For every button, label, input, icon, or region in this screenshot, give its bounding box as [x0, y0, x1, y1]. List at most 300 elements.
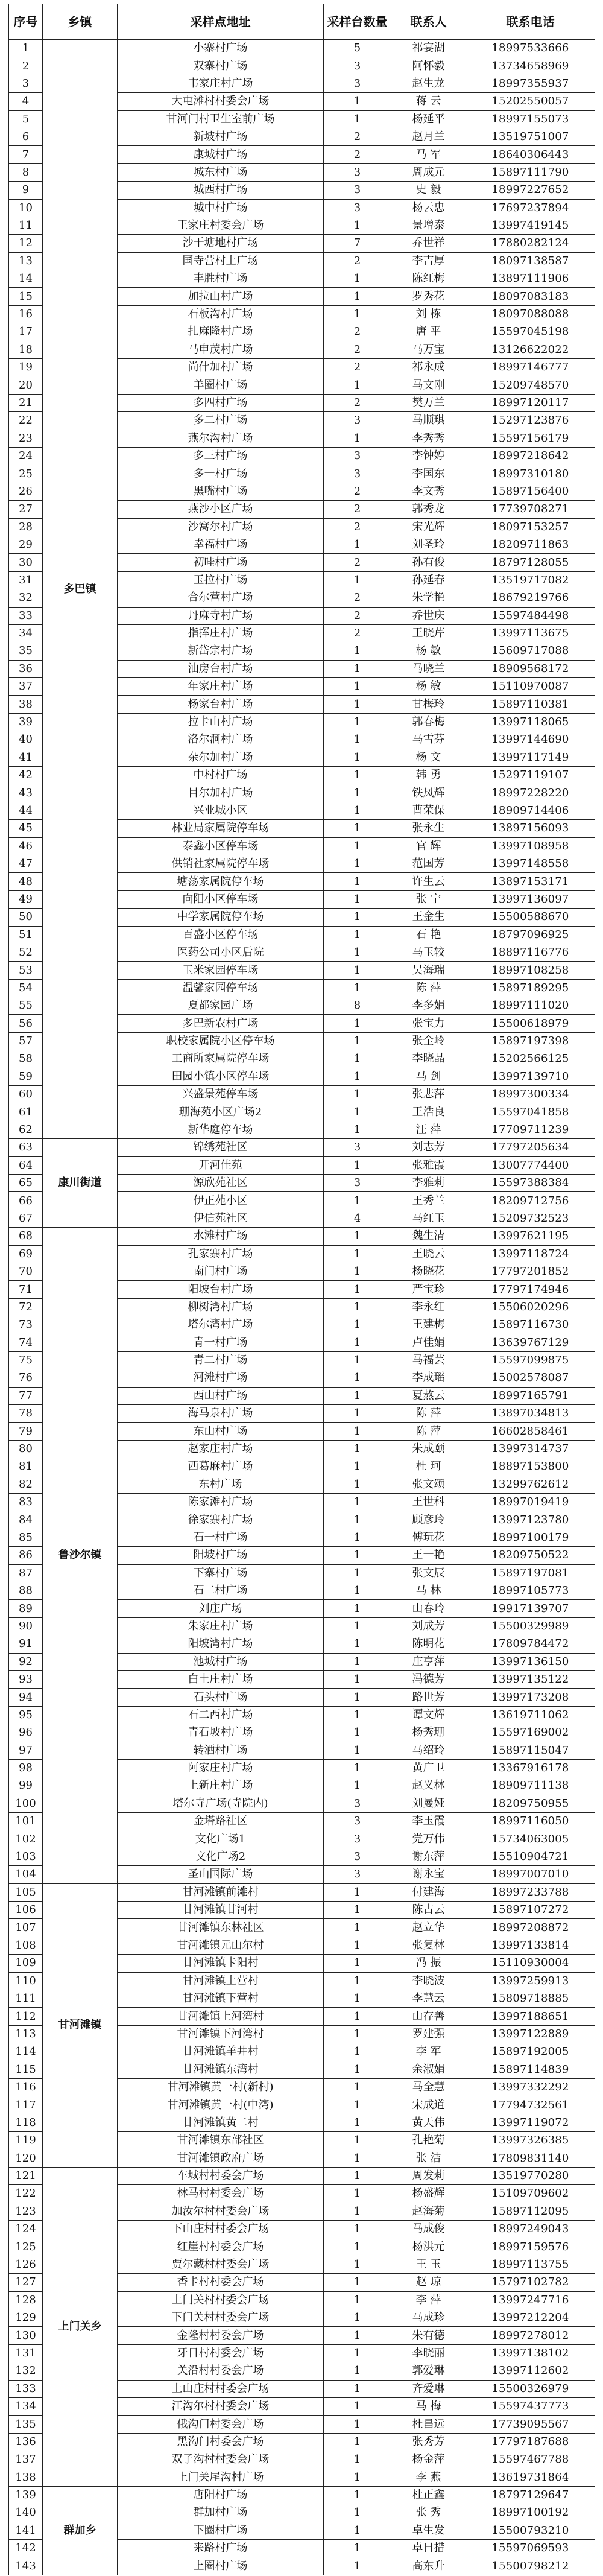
contact-phone: 17739708271 [466, 501, 595, 518]
contact-phone: 13519770280 [466, 2167, 595, 2184]
station-count: 1 [324, 1759, 391, 1777]
table-body [9, 40, 595, 2575]
site-address: 兴业城小区 [118, 802, 324, 819]
row-number: 40 [9, 731, 43, 749]
row-number: 2 [9, 57, 43, 75]
contact-phone: 13997148558 [466, 855, 595, 872]
contact-phone: 18997146777 [466, 359, 595, 376]
contact-phone: 18997278012 [466, 2327, 595, 2344]
station-count: 1 [324, 1902, 391, 1919]
contact-phone: 17794732561 [466, 2096, 595, 2114]
contact-phone: 13619731864 [466, 2469, 595, 2486]
town-name: 群加乡 [43, 2486, 118, 2575]
contact-person: 陈红梅 [391, 270, 466, 288]
contact-phone: 15597045198 [466, 323, 595, 341]
station-count: 1 [324, 2380, 391, 2397]
contact-person: 张宝力 [391, 1015, 466, 1032]
station-count: 1 [324, 749, 391, 766]
contact-person: 孙延春 [391, 571, 466, 589]
row-number: 59 [9, 1068, 43, 1085]
contact-person: 樊万兰 [391, 394, 466, 411]
station-count: 3 [324, 1139, 391, 1156]
row-number: 109 [9, 1955, 43, 1972]
contact-phone: 15897114839 [466, 2061, 595, 2078]
row-number: 14 [9, 270, 43, 288]
contact-person: 傅玩花 [391, 1529, 466, 1546]
row-number: 61 [9, 1103, 43, 1121]
row-number: 110 [9, 1972, 43, 1990]
contact-person: 史 毅 [391, 182, 466, 199]
site-address: 江沟尔村村委会广场 [118, 2397, 324, 2415]
contact-person: 郭爱琳 [391, 2362, 466, 2380]
site-address: 陈家滩村广场 [118, 1494, 324, 1511]
site-address: 目尔加村广场 [118, 784, 324, 802]
station-count: 1 [324, 1937, 391, 1954]
row-number: 31 [9, 571, 43, 589]
station-count: 1 [324, 696, 391, 713]
row-number: 73 [9, 1316, 43, 1334]
row-number: 133 [9, 2380, 43, 2397]
contact-person: 马成珍 [391, 2309, 466, 2327]
contact-person: 铁凤辉 [391, 784, 466, 802]
site-address: 甘河滩镇下营村 [118, 1990, 324, 2007]
contact-phone: 13897034813 [466, 1405, 595, 1423]
station-count: 1 [324, 536, 391, 553]
contact-phone: 17797174946 [466, 1281, 595, 1298]
station-count: 1 [324, 1564, 391, 1582]
row-number: 131 [9, 2344, 43, 2362]
contact-person: 杨秀珊 [391, 1724, 466, 1742]
station-count: 1 [324, 890, 391, 908]
contact-person: 祁永成 [391, 359, 466, 376]
site-address: 拉卡山村广场 [118, 713, 324, 731]
header-no: 序号 [9, 4, 43, 40]
site-address: 大屯滩村村委会广场 [118, 93, 324, 110]
row-number: 21 [9, 394, 43, 411]
contact-person: 李 军 [391, 2043, 466, 2061]
contact-phone: 13007774400 [466, 1156, 595, 1174]
site-address: 阳坡村广场 [118, 1547, 324, 1564]
contact-person: 张雅霞 [391, 1156, 466, 1174]
row-number: 50 [9, 909, 43, 926]
site-address: 刘庄广场 [118, 1600, 324, 1617]
contact-person: 王浩良 [391, 1103, 466, 1121]
site-address: 杂尔加村广场 [118, 749, 324, 766]
contact-phone: 18997007010 [466, 1866, 595, 1883]
station-count: 1 [324, 855, 391, 872]
contact-person: 刘圣玲 [391, 536, 466, 553]
station-count: 1 [324, 2362, 391, 2380]
table-row [9, 1139, 595, 1156]
row-number: 35 [9, 642, 43, 660]
contact-phone: 13519751007 [466, 128, 595, 145]
contact-person: 曹荣保 [391, 802, 466, 819]
contact-person: 刘 栋 [391, 305, 466, 323]
contact-person: 王建梅 [391, 1316, 466, 1334]
site-address: 康城村广场 [118, 146, 324, 163]
contact-person: 山存善 [391, 2008, 466, 2025]
contact-phone: 15202566125 [466, 1050, 595, 1068]
row-number: 80 [9, 1440, 43, 1458]
site-address: 黑嘴村广场 [118, 483, 324, 500]
contact-phone: 18997249043 [466, 2221, 595, 2238]
contact-person: 王 玉 [391, 2256, 466, 2273]
contact-person: 阿怀毅 [391, 57, 466, 75]
station-count: 2 [324, 589, 391, 607]
row-number: 106 [9, 1902, 43, 1919]
row-number: 98 [9, 1759, 43, 1777]
row-number: 26 [9, 483, 43, 500]
header-count: 采样台数量 [324, 4, 391, 40]
station-count: 1 [324, 1724, 391, 1742]
contact-phone: 13997259913 [466, 1972, 595, 1990]
contact-person: 李吉厚 [391, 252, 466, 270]
row-number: 7 [9, 146, 43, 163]
contact-phone: 18797129647 [466, 2486, 595, 2504]
row-number: 127 [9, 2274, 43, 2291]
station-count: 1 [324, 93, 391, 110]
station-count: 1 [324, 873, 391, 890]
site-address: 甘河滩镇黄二村 [118, 2114, 324, 2131]
station-count: 1 [324, 2114, 391, 2131]
row-number: 67 [9, 1210, 43, 1227]
row-number: 85 [9, 1529, 43, 1546]
site-address: 供销社家属院停车场 [118, 855, 324, 872]
contact-person: 李晓波 [391, 1972, 466, 1990]
row-number: 13 [9, 252, 43, 270]
site-address: 双子沟村村委会广场 [118, 2451, 324, 2469]
row-number: 140 [9, 2504, 43, 2522]
row-number: 105 [9, 1883, 43, 1901]
row-number: 68 [9, 1228, 43, 1245]
station-count: 1 [324, 2274, 391, 2291]
site-address: 阳坡台村广场 [118, 1281, 324, 1298]
contact-person: 夏熬云 [391, 1387, 466, 1404]
site-address: 城西村广场 [118, 182, 324, 199]
contact-person: 顾彦玲 [391, 1511, 466, 1529]
station-count: 1 [324, 1369, 391, 1387]
station-count: 1 [324, 2238, 391, 2256]
contact-person: 党万伟 [391, 1830, 466, 1848]
contact-person: 罗秀花 [391, 288, 466, 305]
row-number: 119 [9, 2132, 43, 2149]
row-number: 77 [9, 1387, 43, 1404]
row-number: 96 [9, 1724, 43, 1742]
contact-person: 马万宝 [391, 341, 466, 358]
row-number: 89 [9, 1600, 43, 1617]
station-count: 1 [324, 1617, 391, 1635]
station-count: 1 [324, 837, 391, 855]
row-number: 93 [9, 1670, 43, 1688]
contact-phone: 18997227652 [466, 182, 595, 199]
contact-phone: 13897153171 [466, 873, 595, 890]
station-count: 7 [324, 235, 391, 252]
contact-phone: 13997108958 [466, 837, 595, 855]
station-count: 3 [324, 412, 391, 430]
contact-phone: 13997136150 [466, 1653, 595, 1670]
station-count: 3 [324, 75, 391, 92]
contact-person: 孙有俊 [391, 554, 466, 571]
site-address: 甘河滩镇甘河村 [118, 1902, 324, 1919]
station-count: 8 [324, 997, 391, 1015]
station-count: 3 [324, 163, 391, 181]
contact-phone: 13997133814 [466, 1937, 595, 1954]
contact-phone: 13997112602 [466, 2362, 595, 2380]
contact-phone: 13997326385 [466, 2132, 595, 2149]
row-number: 39 [9, 713, 43, 731]
station-count: 1 [324, 962, 391, 979]
station-count: 1 [324, 288, 391, 305]
site-address: 石二村广场 [118, 1582, 324, 1599]
contact-person: 张复林 [391, 1937, 466, 1954]
contact-phone: 15110930004 [466, 1955, 595, 1972]
row-number: 36 [9, 660, 43, 677]
row-number: 78 [9, 1405, 43, 1423]
site-address: 塔尔湾村广场 [118, 1316, 324, 1334]
site-address: 甘河滩镇黄一村(新村) [118, 2078, 324, 2096]
table-row [9, 1883, 595, 1901]
site-address: 小寨村广场 [118, 40, 324, 57]
contact-phone: 15500326979 [466, 2380, 595, 2397]
site-address: 甘河滩镇上河湾村 [118, 2008, 324, 2025]
site-address: 锦绣苑社区 [118, 1139, 324, 1156]
station-count: 2 [324, 501, 391, 518]
contact-person: 李秀秀 [391, 430, 466, 447]
contact-person: 韩 勇 [391, 767, 466, 784]
contact-person: 马玉较 [391, 944, 466, 961]
station-count: 1 [324, 2451, 391, 2469]
contact-person: 陈 萍 [391, 1423, 466, 1440]
sampling-site-table [8, 4, 595, 2575]
row-number: 12 [9, 235, 43, 252]
row-number: 1 [9, 40, 43, 57]
contact-phone: 18997116050 [466, 1813, 595, 1830]
contact-phone: 13997118724 [466, 1245, 595, 1263]
site-address: 金隆村村委会广场 [118, 2327, 324, 2344]
contact-person: 赵立华 [391, 1919, 466, 1937]
contact-person: 李 燕 [391, 2469, 466, 2486]
contact-person: 张文辰 [391, 1564, 466, 1582]
station-count: 1 [324, 376, 391, 394]
row-number: 57 [9, 1032, 43, 1050]
contact-person: 李钟婷 [391, 447, 466, 465]
site-address: 甘河滩镇政府广场 [118, 2149, 324, 2167]
contact-person: 路世芳 [391, 1689, 466, 1706]
contact-phone: 13997173208 [466, 1689, 595, 1706]
contact-phone: 18097138587 [466, 252, 595, 270]
row-number: 37 [9, 678, 43, 696]
contact-person: 杨盛辉 [391, 2185, 466, 2203]
site-address: 开河佳苑 [118, 1156, 324, 1174]
contact-phone: 18997233788 [466, 1883, 595, 1901]
contact-phone: 15202550057 [466, 93, 595, 110]
station-count: 1 [324, 2256, 391, 2273]
site-address: 多一村广场 [118, 465, 324, 483]
contact-person: 李永红 [391, 1298, 466, 1316]
contact-person: 余淑娟 [391, 2061, 466, 2078]
station-count: 1 [324, 1529, 391, 1546]
contact-person: 冯德芳 [391, 1670, 466, 1688]
row-number: 55 [9, 997, 43, 1015]
row-number: 29 [9, 536, 43, 553]
row-number: 44 [9, 802, 43, 819]
row-number: 112 [9, 2008, 43, 2025]
contact-phone: 15297123876 [466, 412, 595, 430]
station-count: 1 [324, 1653, 391, 1670]
site-address: 阿家庄村广场 [118, 1759, 324, 1777]
station-count: 1 [324, 713, 391, 731]
row-number: 24 [9, 447, 43, 465]
site-address: 石一村广场 [118, 1529, 324, 1546]
contact-person: 王晓芹 [391, 624, 466, 642]
contact-phone: 13997188651 [466, 2008, 595, 2025]
contact-person: 杨 敏 [391, 678, 466, 696]
site-address: 医药公司小区后院 [118, 944, 324, 961]
site-address: 尚什加村广场 [118, 359, 324, 376]
site-address: 国寺营村上广场 [118, 252, 324, 270]
contact-person: 陈明花 [391, 1635, 466, 1653]
site-address: 青石坡村广场 [118, 1724, 324, 1742]
site-address: 甘河滩镇东湾村 [118, 2061, 324, 2078]
row-number: 25 [9, 465, 43, 483]
contact-person: 张文颂 [391, 1476, 466, 1493]
contact-person: 张 宁 [391, 890, 466, 908]
contact-person: 石 艳 [391, 926, 466, 944]
table-row [9, 2486, 595, 2504]
table-row [9, 2167, 595, 2184]
site-address: 油房台村广场 [118, 660, 324, 677]
row-number: 41 [9, 749, 43, 766]
row-number: 134 [9, 2397, 43, 2415]
contact-phone: 15809718885 [466, 1990, 595, 2007]
station-count: 2 [324, 341, 391, 358]
site-address: 柳树湾村广场 [118, 1298, 324, 1316]
station-count: 3 [324, 1830, 391, 1848]
contact-person: 马顺琪 [391, 412, 466, 430]
row-number: 122 [9, 2185, 43, 2203]
contact-phone: 15597069593 [466, 2540, 595, 2557]
contact-phone: 15897156400 [466, 483, 595, 500]
site-address: 转洒村广场 [118, 1742, 324, 1759]
contact-person: 杨 敏 [391, 642, 466, 660]
contact-person: 冯 振 [391, 1955, 466, 1972]
contact-person: 马成俊 [391, 2221, 466, 2238]
contact-phone: 15897112095 [466, 2203, 595, 2220]
site-address: 多二村广场 [118, 412, 324, 430]
site-address: 兴盛景苑停车场 [118, 1086, 324, 1103]
station-count: 1 [324, 110, 391, 128]
contact-phone: 18997111020 [466, 997, 595, 1015]
contact-phone: 18797096925 [466, 926, 595, 944]
contact-phone: 18997100192 [466, 2504, 595, 2522]
contact-phone: 17809831140 [466, 2149, 595, 2167]
row-number: 28 [9, 518, 43, 536]
row-number: 34 [9, 624, 43, 642]
row-number: 69 [9, 1245, 43, 1263]
station-count: 1 [324, 1086, 391, 1103]
site-address: 东村广场 [118, 1476, 324, 1493]
station-count: 1 [324, 2540, 391, 2557]
station-count: 4 [324, 1210, 391, 1227]
station-count: 1 [324, 767, 391, 784]
contact-person: 马绍玲 [391, 1742, 466, 1759]
contact-phone: 18209711863 [466, 536, 595, 553]
site-address: 香卡村村委会广场 [118, 2274, 324, 2291]
row-number: 71 [9, 1281, 43, 1298]
site-address: 甘河滩镇黄一村(中湾) [118, 2096, 324, 2114]
row-number: 54 [9, 979, 43, 997]
site-address: 西葛麻村广场 [118, 1458, 324, 1476]
station-count: 1 [324, 2149, 391, 2167]
station-count: 1 [324, 660, 391, 677]
row-number: 42 [9, 767, 43, 784]
contact-person: 张悲萍 [391, 1086, 466, 1103]
contact-phone: 18997159576 [466, 2238, 595, 2256]
row-number: 100 [9, 1795, 43, 1812]
row-number: 124 [9, 2221, 43, 2238]
contact-person: 杨云忠 [391, 199, 466, 217]
contact-person: 刘曼娅 [391, 1795, 466, 1812]
station-count: 1 [324, 642, 391, 660]
station-count: 1 [324, 571, 391, 589]
row-number: 101 [9, 1813, 43, 1830]
site-address: 贾尔藏村村委会广场 [118, 2256, 324, 2273]
contact-person: 王一艳 [391, 1547, 466, 1564]
contact-phone: 17697237894 [466, 199, 595, 217]
contact-phone: 18209750955 [466, 1795, 595, 1812]
station-count: 1 [324, 1883, 391, 1901]
station-count: 1 [324, 2025, 391, 2043]
row-number: 111 [9, 1990, 43, 2007]
station-count: 1 [324, 2061, 391, 2078]
contact-person: 张永生 [391, 820, 466, 837]
header-contact: 联系人 [391, 4, 466, 40]
town-name: 多巴镇 [43, 40, 118, 1139]
contact-person: 张 秀 [391, 2504, 466, 2522]
row-number: 66 [9, 1192, 43, 1210]
contact-person: 张 洁 [391, 2149, 466, 2167]
table-row [9, 40, 595, 57]
contact-person: 唐 平 [391, 323, 466, 341]
site-address: 燕尔沟村广场 [118, 430, 324, 447]
contact-person: 杜 珂 [391, 1458, 466, 1476]
contact-phone: 18997300334 [466, 1086, 595, 1103]
row-number: 11 [9, 217, 43, 234]
row-number: 43 [9, 784, 43, 802]
contact-phone: 18909568172 [466, 660, 595, 677]
station-count: 3 [324, 465, 391, 483]
site-address: 丹麻寺村广场 [118, 607, 324, 624]
contact-person: 付建海 [391, 1883, 466, 1901]
row-number: 63 [9, 1139, 43, 1156]
row-number: 6 [9, 128, 43, 145]
site-address: 合尔营村广场 [118, 589, 324, 607]
row-number: 120 [9, 2149, 43, 2167]
contact-person: 王晓云 [391, 1245, 466, 1263]
station-count: 1 [324, 1423, 391, 1440]
site-address: 甘河滩镇卡阳村 [118, 1955, 324, 1972]
station-count: 1 [324, 2096, 391, 2114]
contact-person: 杨延平 [391, 110, 466, 128]
row-number: 8 [9, 163, 43, 181]
station-count: 1 [324, 1015, 391, 1032]
station-count: 2 [324, 624, 391, 642]
contact-person: 张秀芳 [391, 2433, 466, 2451]
row-number: 52 [9, 944, 43, 961]
row-number: 65 [9, 1175, 43, 1192]
contact-phone: 15500329989 [466, 1617, 595, 1635]
site-address: 职校家属院小区停车场 [118, 1032, 324, 1050]
